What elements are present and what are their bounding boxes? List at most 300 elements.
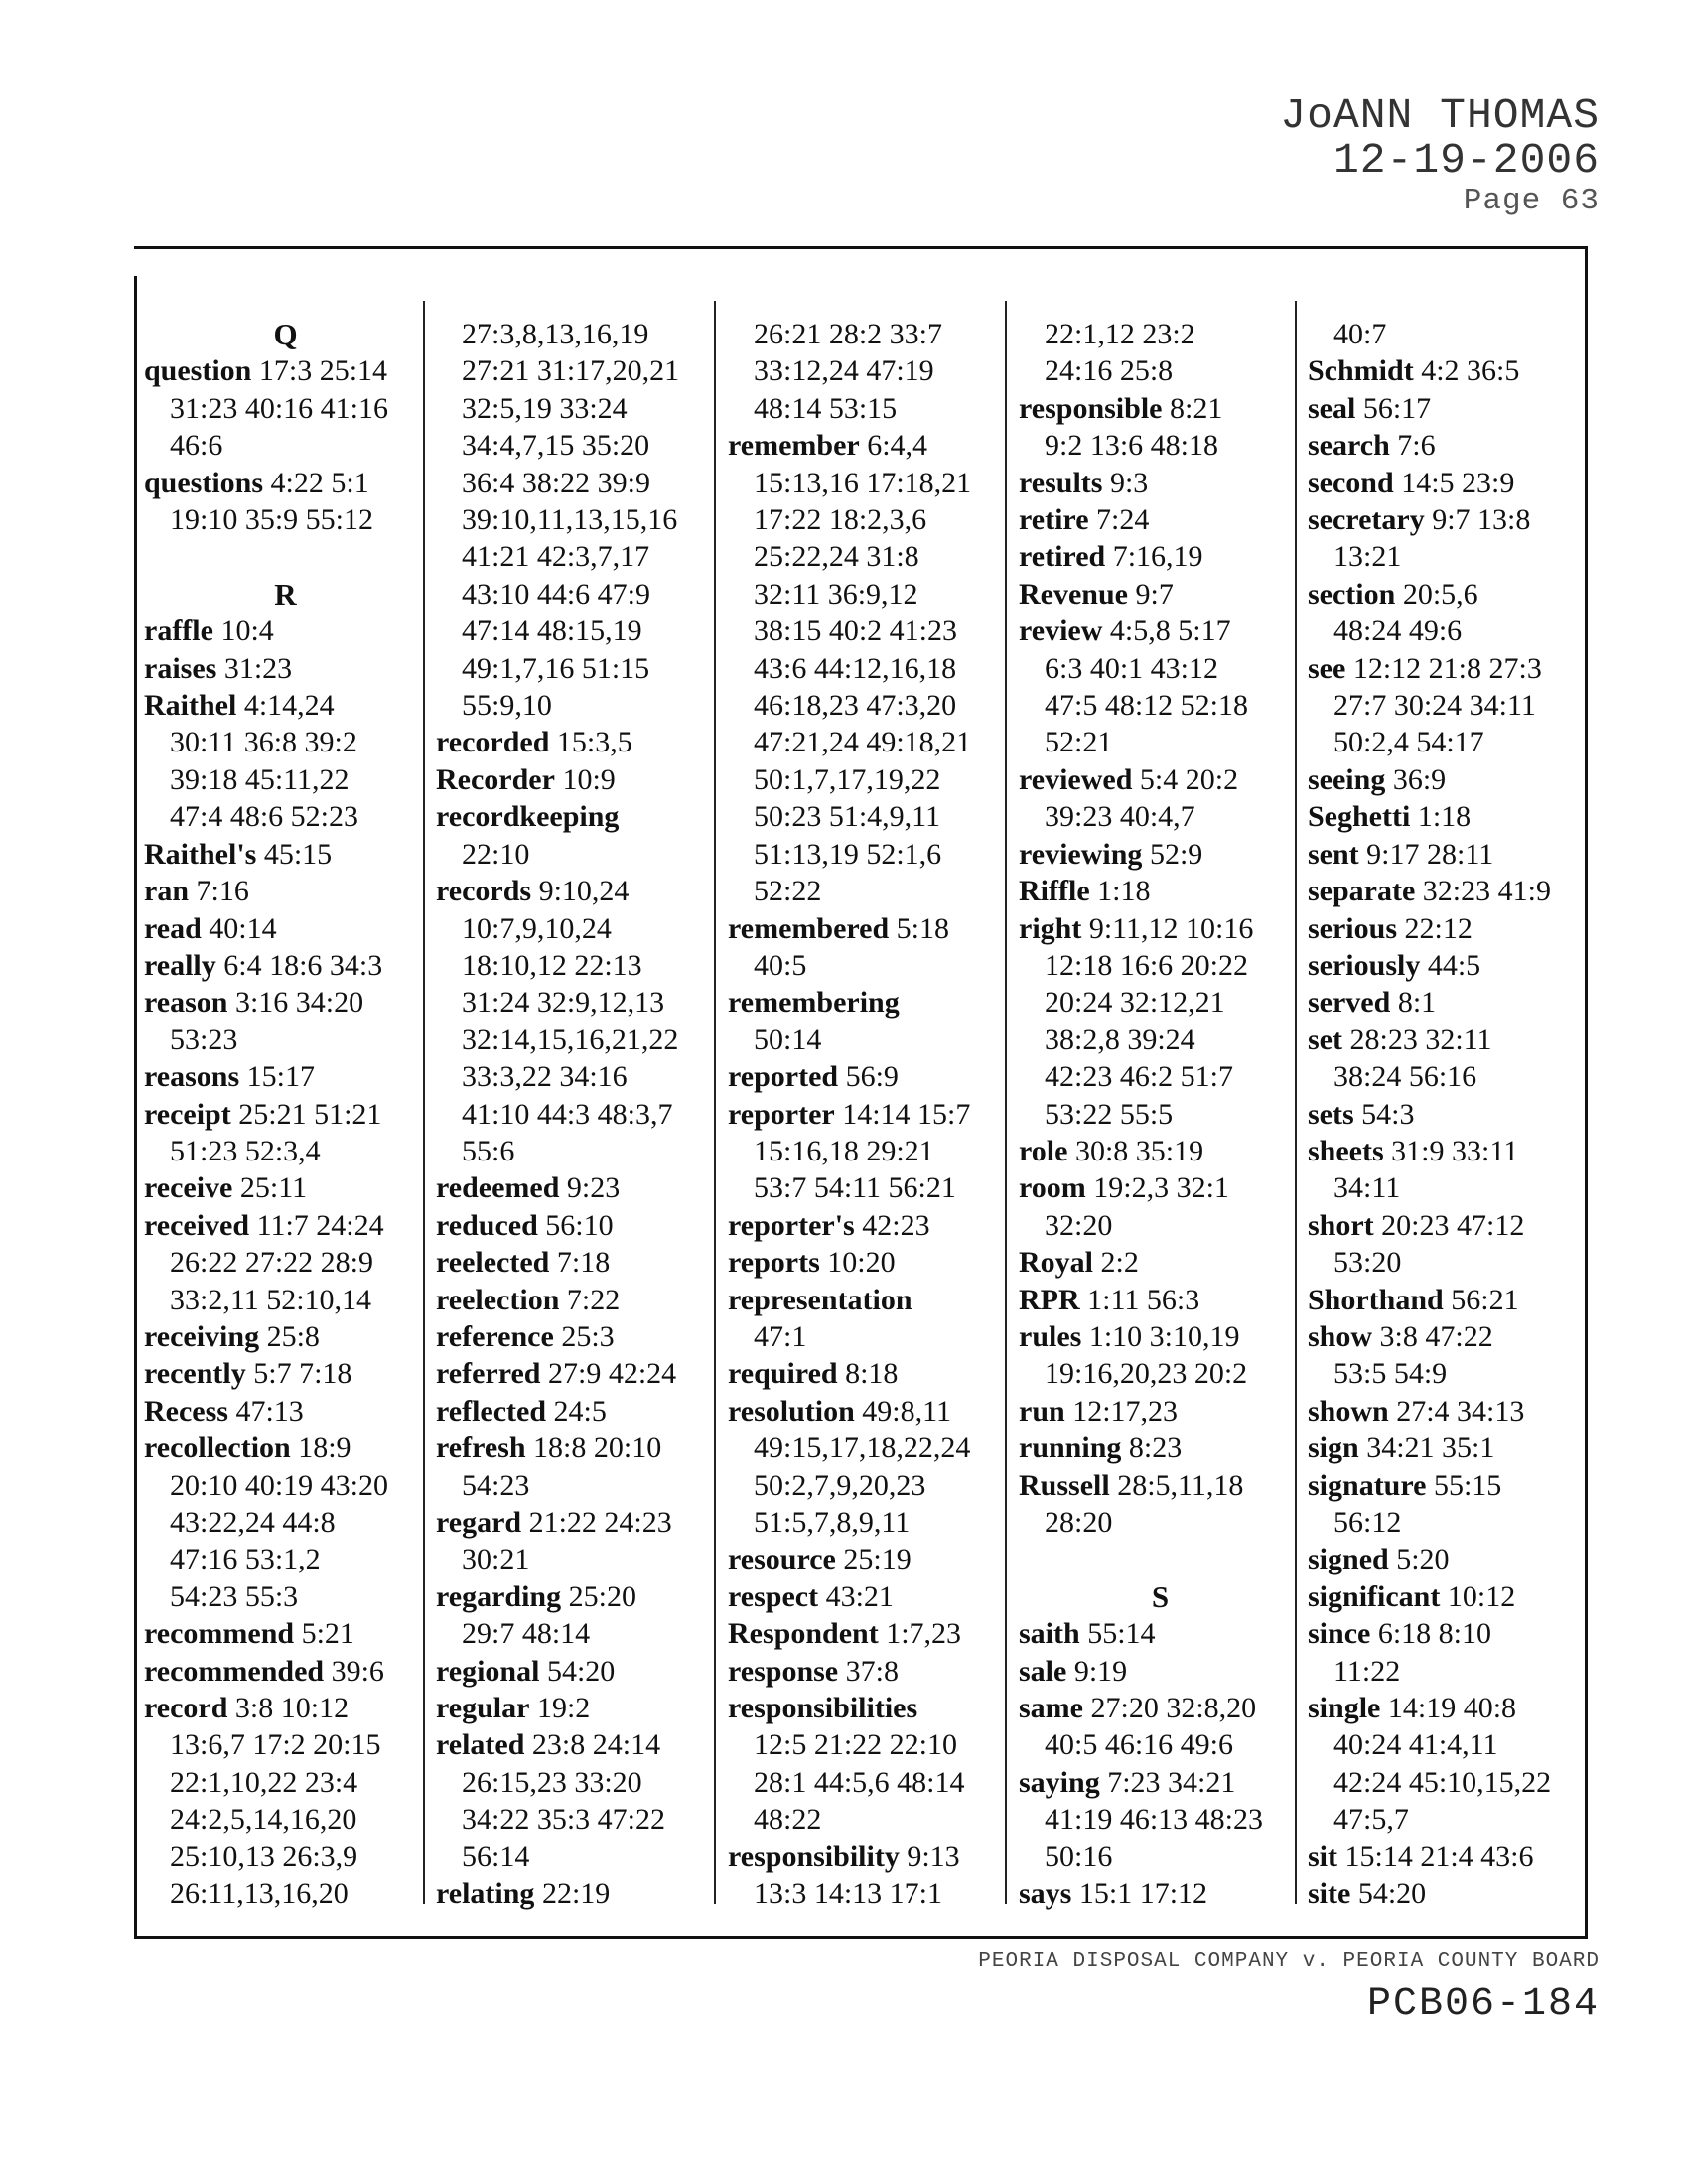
index-term: raises	[144, 651, 217, 685]
index-term: reasons	[144, 1060, 240, 1094]
index-entry	[436, 1690, 719, 1726]
index-term: saith	[1019, 1617, 1080, 1651]
index-refs: 54:20	[1357, 1877, 1427, 1911]
index-continuation: 54:23	[462, 1468, 530, 1502]
index-entry	[728, 1393, 1011, 1430]
index-continuation: 53:5 54:9	[1333, 1357, 1448, 1391]
index-continuation: 50:14	[754, 1023, 822, 1056]
index-term: see	[1308, 651, 1346, 685]
index-entry	[1308, 465, 1591, 501]
index-continuation: 39:10,11,13,15,16	[462, 503, 678, 537]
index-refs: 45:15	[263, 837, 333, 871]
index-refs: 11:7 24:24	[256, 1208, 384, 1242]
index-continuation: 46:6	[170, 429, 223, 463]
index-entry	[1308, 1839, 1591, 1875]
index-entry	[144, 1207, 427, 1244]
index-continuation: 48:24 49:6	[1333, 614, 1463, 648]
index-term: retire	[1019, 503, 1089, 537]
index-continuation: 12:5 21:22 22:10	[754, 1728, 958, 1762]
index-continuation: 38:15 40:2 41:23	[754, 614, 958, 648]
index-entry	[728, 910, 1011, 947]
index-refs: 5:7 7:18	[253, 1357, 352, 1391]
index-continuation: 22:10	[462, 837, 530, 871]
index-continuation: 48:22	[754, 1803, 822, 1837]
index-refs: 5:18	[896, 911, 950, 945]
index-refs: 1:18	[1097, 875, 1151, 908]
index-entry	[1308, 1096, 1591, 1133]
index-refs: 3:16 34:20	[234, 986, 364, 1020]
index-term: signed	[1308, 1543, 1389, 1576]
index-continuation: 20:10 40:19 43:20	[170, 1468, 389, 1502]
index-term: Riffle	[1019, 875, 1090, 908]
index-continuation: 40:5	[754, 948, 807, 982]
index-continuation: 34:4,7,15 35:20	[462, 429, 650, 463]
index-refs: 25:20	[568, 1579, 636, 1613]
index-term: Russell	[1019, 1468, 1110, 1502]
index-entry	[436, 1282, 719, 1318]
index-refs: 22:19	[541, 1877, 611, 1911]
index-continuation: 11:22	[1333, 1654, 1401, 1688]
index-continuation: 51:23 52:3,4	[170, 1134, 321, 1167]
index-term: question	[144, 354, 252, 388]
index-refs: 6:4,4	[867, 429, 928, 463]
index-entry	[1308, 390, 1591, 427]
index-refs: 1:7,23	[886, 1617, 962, 1651]
index-term: sheets	[1308, 1134, 1384, 1167]
index-continuation: 6:3 40:1 43:12	[1045, 651, 1219, 685]
index-term: served	[1308, 986, 1391, 1020]
index-term: reason	[144, 986, 228, 1020]
index-refs: 25:3	[561, 1319, 615, 1353]
index-refs: 9:7	[1135, 577, 1174, 611]
deposition-date: 12-19-2006	[1333, 136, 1600, 185]
index-term: recollection	[144, 1432, 291, 1465]
index-term: sent	[1308, 837, 1359, 871]
spacer	[144, 538, 427, 575]
index-continuation: 19:16,20,23 20:2	[1045, 1357, 1248, 1391]
index-entry	[436, 1653, 719, 1690]
index-entry	[1019, 1430, 1302, 1466]
index-entry	[144, 1355, 427, 1392]
index-continuation: 33:12,24 47:19	[754, 354, 934, 388]
index-term: relating	[436, 1877, 535, 1911]
index-refs: 8:23	[1128, 1432, 1183, 1465]
index-refs: 25:11	[239, 1171, 308, 1205]
index-term: records	[436, 875, 532, 908]
index-term: referred	[436, 1357, 541, 1391]
index-term: role	[1019, 1134, 1068, 1167]
index-continuation: 48:14 53:15	[754, 391, 898, 425]
index-continuation: 56:12	[1333, 1506, 1402, 1539]
index-refs: 15:17	[246, 1060, 315, 1094]
index-continuation: 43:6 44:12,16,18	[754, 651, 957, 685]
index-refs: 54:20	[546, 1654, 616, 1688]
index-continuation: 15:13,16 17:18,21	[754, 466, 972, 499]
index-continuation: 55:6	[462, 1134, 515, 1167]
index-refs: 17:3 25:14	[258, 354, 388, 388]
index-entry	[1019, 761, 1302, 798]
index-entry	[436, 1430, 719, 1466]
index-entry	[728, 1096, 1011, 1133]
index-entry	[144, 352, 427, 389]
index-continuation: 50:23 51:4,9,11	[754, 800, 941, 834]
index-term: right	[1019, 911, 1082, 945]
index-entry	[1308, 1467, 1591, 1504]
index-entry	[144, 465, 427, 501]
index-continuation: 38:2,8 39:24	[1045, 1023, 1195, 1056]
index-refs: 1:10 3:10,19	[1088, 1319, 1240, 1353]
index-term: sign	[1308, 1432, 1359, 1465]
index-continuation: 40:24 41:4,11	[1333, 1728, 1498, 1762]
index-term: seeing	[1308, 762, 1386, 796]
index-term: ran	[144, 875, 189, 908]
index-refs: 52:9	[1149, 837, 1203, 871]
index-continuation: 50:1,7,17,19,22	[754, 762, 941, 796]
index-entry	[1308, 1615, 1591, 1652]
index-entry	[728, 1541, 1011, 1577]
index-entry	[436, 1578, 719, 1615]
index-continuation: 26:11,13,16,20	[170, 1877, 349, 1911]
index-term: required	[728, 1357, 838, 1391]
index-continuation: 41:10 44:3 48:3,7	[462, 1097, 673, 1131]
index-entry	[1308, 576, 1591, 613]
index-refs: 4:22 5:1	[270, 466, 369, 499]
index-refs: 14:19 40:8	[1387, 1692, 1517, 1725]
index-entry	[144, 1615, 427, 1652]
index-term: Recess	[144, 1394, 228, 1428]
index-refs: 4:14,24	[243, 689, 335, 723]
index-continuation: 19:10 35:9 55:12	[170, 503, 374, 537]
index-entry	[144, 1393, 427, 1430]
index-continuation: 43:10 44:6 47:9	[462, 577, 651, 611]
index-term: single	[1308, 1692, 1381, 1725]
index-term: regional	[436, 1654, 540, 1688]
index-term: short	[1308, 1208, 1374, 1242]
index-term: since	[1308, 1617, 1371, 1651]
index-term: respect	[728, 1579, 819, 1613]
index-refs: 8:21	[1169, 391, 1223, 425]
index-term: received	[144, 1208, 250, 1242]
index-term: related	[436, 1728, 525, 1762]
index-refs: 44:5	[1427, 948, 1481, 982]
index-term: results	[1019, 466, 1103, 499]
index-continuation: 53:22 55:5	[1045, 1097, 1174, 1131]
index-continuation: 18:10,12 22:13	[462, 948, 642, 982]
index-entry	[1019, 1282, 1302, 1318]
witness-name: JoANN THOMAS	[1280, 91, 1600, 140]
index-term: resolution	[728, 1394, 855, 1428]
index-term: run	[1019, 1394, 1065, 1428]
index-entry	[1019, 1169, 1302, 1206]
index-refs: 55:15	[1433, 1468, 1502, 1502]
index-continuation: 12:18 16:6 20:22	[1045, 948, 1249, 982]
index-entry	[144, 947, 427, 984]
index-entry	[144, 1318, 427, 1355]
index-term: reduced	[436, 1208, 538, 1242]
index-continuation: 15:16,18 29:21	[754, 1134, 934, 1167]
index-term: remembering	[728, 986, 900, 1020]
index-entry	[144, 910, 427, 947]
section-letter: Q	[273, 317, 298, 351]
index-term: recently	[144, 1357, 246, 1391]
index-continuation: 22:1,10,22 23:4	[170, 1765, 358, 1799]
index-term: redeemed	[436, 1171, 560, 1205]
index-continuation: 34:22 35:3 47:22	[462, 1803, 666, 1837]
index-continuation: 29:7 48:14	[462, 1617, 591, 1651]
index-refs: 28:5,11,18	[1117, 1468, 1244, 1502]
index-term: seal	[1308, 391, 1356, 425]
index-entry	[436, 724, 719, 760]
index-refs: 43:21	[825, 1579, 894, 1613]
index-term: Royal	[1019, 1246, 1093, 1280]
index-term: rules	[1019, 1319, 1082, 1353]
index-entry	[1308, 1133, 1591, 1169]
case-number: PCB06-184	[1366, 1982, 1600, 2027]
index-entry	[1019, 910, 1302, 947]
index-refs: 5:21	[301, 1617, 354, 1651]
index-entry	[1019, 1690, 1302, 1726]
index-entry	[1308, 1578, 1591, 1615]
index-entry	[144, 1058, 427, 1095]
index-continuation: 36:4 38:22 39:9	[462, 466, 651, 499]
index-entry	[1019, 1133, 1302, 1169]
index-entry	[1308, 984, 1591, 1021]
index-continuation: 25:10,13 26:3,9	[170, 1840, 358, 1873]
index-continuation: 32:14,15,16,21,22	[462, 1023, 679, 1056]
index-term: Revenue	[1019, 577, 1128, 611]
index-entry	[1308, 873, 1591, 909]
index-term: regarding	[436, 1579, 562, 1613]
index-continuation: 52:22	[754, 875, 822, 908]
index-continuation: 32:5,19 33:24	[462, 391, 628, 425]
index-continuation: 30:21	[462, 1543, 530, 1576]
frame-top-rule	[134, 246, 1588, 249]
index-term: reported	[728, 1060, 839, 1094]
index-refs: 14:5 23:9	[1401, 466, 1515, 499]
index-continuation: 46:18,23 47:3,20	[754, 689, 957, 723]
index-entry	[1308, 1207, 1591, 1244]
index-term: refresh	[436, 1432, 526, 1465]
index-continuation: 31:24 32:9,12,13	[462, 986, 665, 1020]
index-continuation: 28:20	[1045, 1506, 1113, 1539]
index-term: recorded	[436, 726, 550, 759]
index-continuation: 27:3,8,13,16,19	[462, 318, 649, 350]
index-refs: 56:17	[1362, 391, 1432, 425]
index-continuation: 40:7	[1333, 318, 1387, 350]
index-term: reflected	[436, 1394, 547, 1428]
index-refs: 19:2	[536, 1692, 591, 1725]
index-refs: 18:9	[298, 1432, 351, 1465]
index-refs: 56:21	[1451, 1283, 1519, 1316]
index-entry	[1019, 873, 1302, 909]
index-term: Recorder	[436, 762, 555, 796]
index-term: room	[1019, 1171, 1086, 1205]
index-continuation: 55:9,10	[462, 689, 552, 723]
index-continuation: 31:23 40:16 41:16	[170, 391, 389, 425]
index-term: review	[1019, 614, 1103, 648]
index-entry	[1019, 1875, 1302, 1912]
index-refs: 2:2	[1100, 1246, 1139, 1280]
index-refs: 10:9	[562, 762, 616, 796]
index-term: receive	[144, 1171, 233, 1205]
index-refs: 27:9 42:24	[547, 1357, 677, 1391]
index-refs: 36:9	[1392, 762, 1447, 796]
index-continuation: 30:11 36:8 39:2	[170, 726, 357, 759]
index-continuation: 47:5 48:12 52:18	[1045, 689, 1249, 723]
index-term: reviewing	[1019, 837, 1143, 871]
index-continuation: 56:14	[462, 1840, 530, 1873]
index-refs: 14:14 15:7	[842, 1097, 971, 1131]
index-entry	[728, 1578, 1011, 1615]
index-entry	[728, 1653, 1011, 1690]
section-letter: R	[274, 576, 297, 612]
index-term: reporter's	[728, 1208, 855, 1242]
index-continuation: 33:2,11 52:10,14	[170, 1283, 372, 1316]
index-continuation: 40:5 46:16 49:6	[1045, 1728, 1234, 1762]
index-refs: 15:14 21:4 43:6	[1344, 1840, 1534, 1873]
index-continuation: 26:22 27:22 28:9	[170, 1246, 374, 1280]
index-refs: 32:23 41:9	[1422, 875, 1551, 908]
index-entry	[1019, 613, 1302, 649]
index-term: raffle	[144, 614, 213, 648]
index-entry	[436, 1169, 719, 1206]
index-refs: 20:23 47:12	[1381, 1208, 1525, 1242]
index-term: sale	[1019, 1654, 1067, 1688]
index-entry	[1019, 465, 1302, 501]
index-continuation: 47:4 48:6 52:23	[170, 800, 359, 834]
index-entry	[144, 687, 427, 724]
index-continuation: 27:7 30:24 34:11	[1333, 689, 1536, 723]
index-refs: 12:17,23	[1072, 1394, 1179, 1428]
index-continuation: 39:23 40:4,7	[1045, 800, 1195, 834]
index-entry	[1308, 1690, 1591, 1726]
index-refs: 10:20	[827, 1246, 896, 1280]
index-refs: 7:6	[1397, 429, 1436, 463]
index-continuation: 17:22 18:2,3,6	[754, 503, 927, 537]
index-continuation: 53:7 54:11 56:21	[754, 1171, 956, 1205]
index-refs: 25:19	[843, 1543, 912, 1576]
frame-bottom-rule	[134, 1936, 1588, 1939]
index-term: reelected	[436, 1246, 550, 1280]
frame-left-rule	[134, 276, 137, 1939]
index-entry	[144, 650, 427, 687]
index-term: Respondent	[728, 1617, 879, 1651]
index-term: remembered	[728, 911, 890, 945]
index-continuation: 53:23	[170, 1023, 238, 1056]
index-refs: 15:1 17:12	[1078, 1877, 1208, 1911]
index-term: retired	[1019, 540, 1106, 574]
index-entry	[1308, 1022, 1591, 1058]
index-refs: 23:8 24:14	[531, 1728, 661, 1762]
index-refs: 21:22 24:23	[528, 1506, 672, 1539]
index-term: record	[144, 1692, 228, 1725]
index-term: Seghetti	[1308, 800, 1411, 834]
index-entry	[436, 1244, 719, 1281]
index-continuation: 9:2 13:6 48:18	[1045, 429, 1219, 463]
index-term: responsible	[1019, 391, 1163, 425]
index-column-3	[728, 316, 1011, 1912]
index-term: serious	[1308, 911, 1397, 945]
index-entry	[1019, 1244, 1302, 1281]
index-entry	[728, 984, 1011, 1021]
index-term: recommend	[144, 1617, 295, 1651]
index-refs: 7:24	[1096, 503, 1150, 537]
index-term: saying	[1019, 1765, 1100, 1799]
index-refs: 9:13	[907, 1840, 960, 1873]
index-term: response	[728, 1654, 839, 1688]
index-continuation: 47:21,24 49:18,21	[754, 726, 972, 759]
index-continuation: 13:21	[1333, 540, 1402, 574]
index-refs: 27:20 32:8,20	[1090, 1692, 1257, 1725]
index-term: Raithel's	[144, 837, 257, 871]
index-entry	[728, 1282, 1011, 1318]
index-term: recordkeeping	[436, 800, 620, 834]
index-continuation: 39:18 45:11,22	[170, 762, 350, 796]
index-refs: 4:2 36:5	[1421, 354, 1520, 388]
index-entry	[436, 1875, 719, 1912]
index-refs: 25:21 51:21	[238, 1097, 382, 1131]
index-entry	[144, 613, 427, 649]
index-entry	[436, 1318, 719, 1355]
index-continuation: 47:16 53:1,2	[170, 1543, 321, 1576]
index-continuation: 50:16	[1045, 1840, 1113, 1873]
index-entry	[1019, 501, 1302, 538]
index-refs: 9:3	[1109, 466, 1149, 499]
index-continuation: 47:1	[754, 1319, 807, 1353]
index-entry	[1308, 836, 1591, 873]
index-continuation: 26:21 28:2 33:7	[754, 318, 943, 350]
index-refs: 40:14	[209, 911, 277, 945]
index-refs: 37:8	[845, 1654, 899, 1688]
index-continuation: 38:24 56:16	[1333, 1060, 1477, 1094]
index-refs: 55:14	[1087, 1617, 1156, 1651]
index-continuation: 54:23 55:3	[170, 1579, 299, 1613]
index-entry	[1308, 1282, 1591, 1318]
index-refs: 20:5,6	[1402, 577, 1478, 611]
index-refs: 8:1	[1397, 986, 1437, 1020]
spacer	[1019, 1541, 1302, 1577]
index-entry	[728, 1355, 1011, 1392]
index-continuation: 20:24 32:12,21	[1045, 986, 1225, 1020]
index-term: show	[1308, 1319, 1373, 1353]
index-entry	[144, 1430, 427, 1466]
index-term: reelection	[436, 1283, 560, 1316]
index-term: resource	[728, 1543, 836, 1576]
index-term: same	[1019, 1692, 1083, 1725]
index-entry	[1019, 576, 1302, 613]
index-refs: 10:12	[1447, 1579, 1516, 1613]
index-refs: 31:23	[223, 651, 293, 685]
index-refs: 18:8 20:10	[533, 1432, 662, 1465]
index-term: reports	[728, 1246, 820, 1280]
index-refs: 9:17 28:11	[1366, 837, 1494, 871]
index-term: reviewed	[1019, 762, 1133, 796]
index-refs: 7:16	[196, 875, 249, 908]
index-refs: 56:9	[845, 1060, 899, 1094]
index-term: receiving	[144, 1319, 260, 1353]
index-entry	[436, 1726, 719, 1763]
index-entry	[144, 1169, 427, 1206]
index-entry	[144, 984, 427, 1021]
index-entry	[1019, 1393, 1302, 1430]
index-entry	[728, 1690, 1011, 1726]
index-term: regular	[436, 1692, 530, 1725]
index-refs: 9:11,12 10:16	[1088, 911, 1254, 945]
index-term: separate	[1308, 875, 1416, 908]
index-continuation: 13:6,7 17:2 20:15	[170, 1728, 381, 1762]
index-continuation: 25:22,24 31:8	[754, 540, 919, 574]
index-refs: 5:20	[1396, 1543, 1450, 1576]
